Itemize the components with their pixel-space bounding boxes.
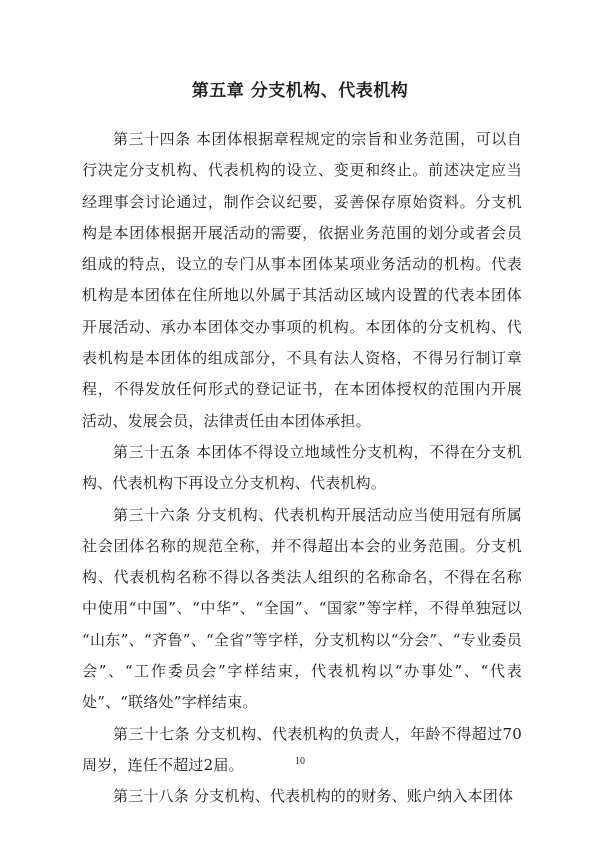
article-37: 第三十七条 分支机构、代表机构的负责人，年龄不得超过70周岁，连任不超过2届。: [82, 724, 522, 774]
page-number: 10: [295, 756, 305, 767]
article-36: 第三十六条 分支机构、代表机构开展活动应当使用冠有所属社会团体名称的规范全称，并不得超出本会的业务范围。分支机构、代表机构名称不得以各类法人组织的名称命名，不得在名称中使用“中国”、“中华”、“全国”、“国家”等字样，不得单独冠以 “山东”、“齐鲁”、“全省”等字样，分支机构以“分会”、“专业委员会”、“工作委员会”字样结束，代表机构以“办事处”、“代表处”、“联络处”字样结束。: [82, 505, 522, 712]
article-34: 第三十四条 本团体根据章程规定的宗旨和业务范围，可以自行决定分支机构、代表机构的设立、变更和终止。前述决定应当经理事会讨论通过，制作会议纪要，妥善保存原始资料。分支机构是本团体根据开展活动的需要，依据业务范围的划分或者会员组成的特点，设立的专门从事本团体某项业务活动的机构。代表机构是本团体在住所地以外属于其活动区域内设置的代表本团体开展活动、承办本团体交办事项的机构。本团体的分支机构、代表机构是本团体的组成部分，不具有法人资格，不得另行制订章程，不得发放任何形式的登记证书，在本团体授权的范围内开展活动、发展会员，法律责任由本团体承担。: [82, 130, 522, 430]
chapter-title: 第五章 分支机构、代表机构: [191, 81, 409, 101]
article-35: 第三十五条 本团体不得设立地域性分支机构，不得在分支机构、代表机构下再设立分支机构、代表机构。: [82, 442, 522, 493]
article-38: 第三十八条 分支机构、代表机构的的财务、账户纳入本团体: [113, 787, 514, 806]
article-list: [82, 124, 522, 813]
